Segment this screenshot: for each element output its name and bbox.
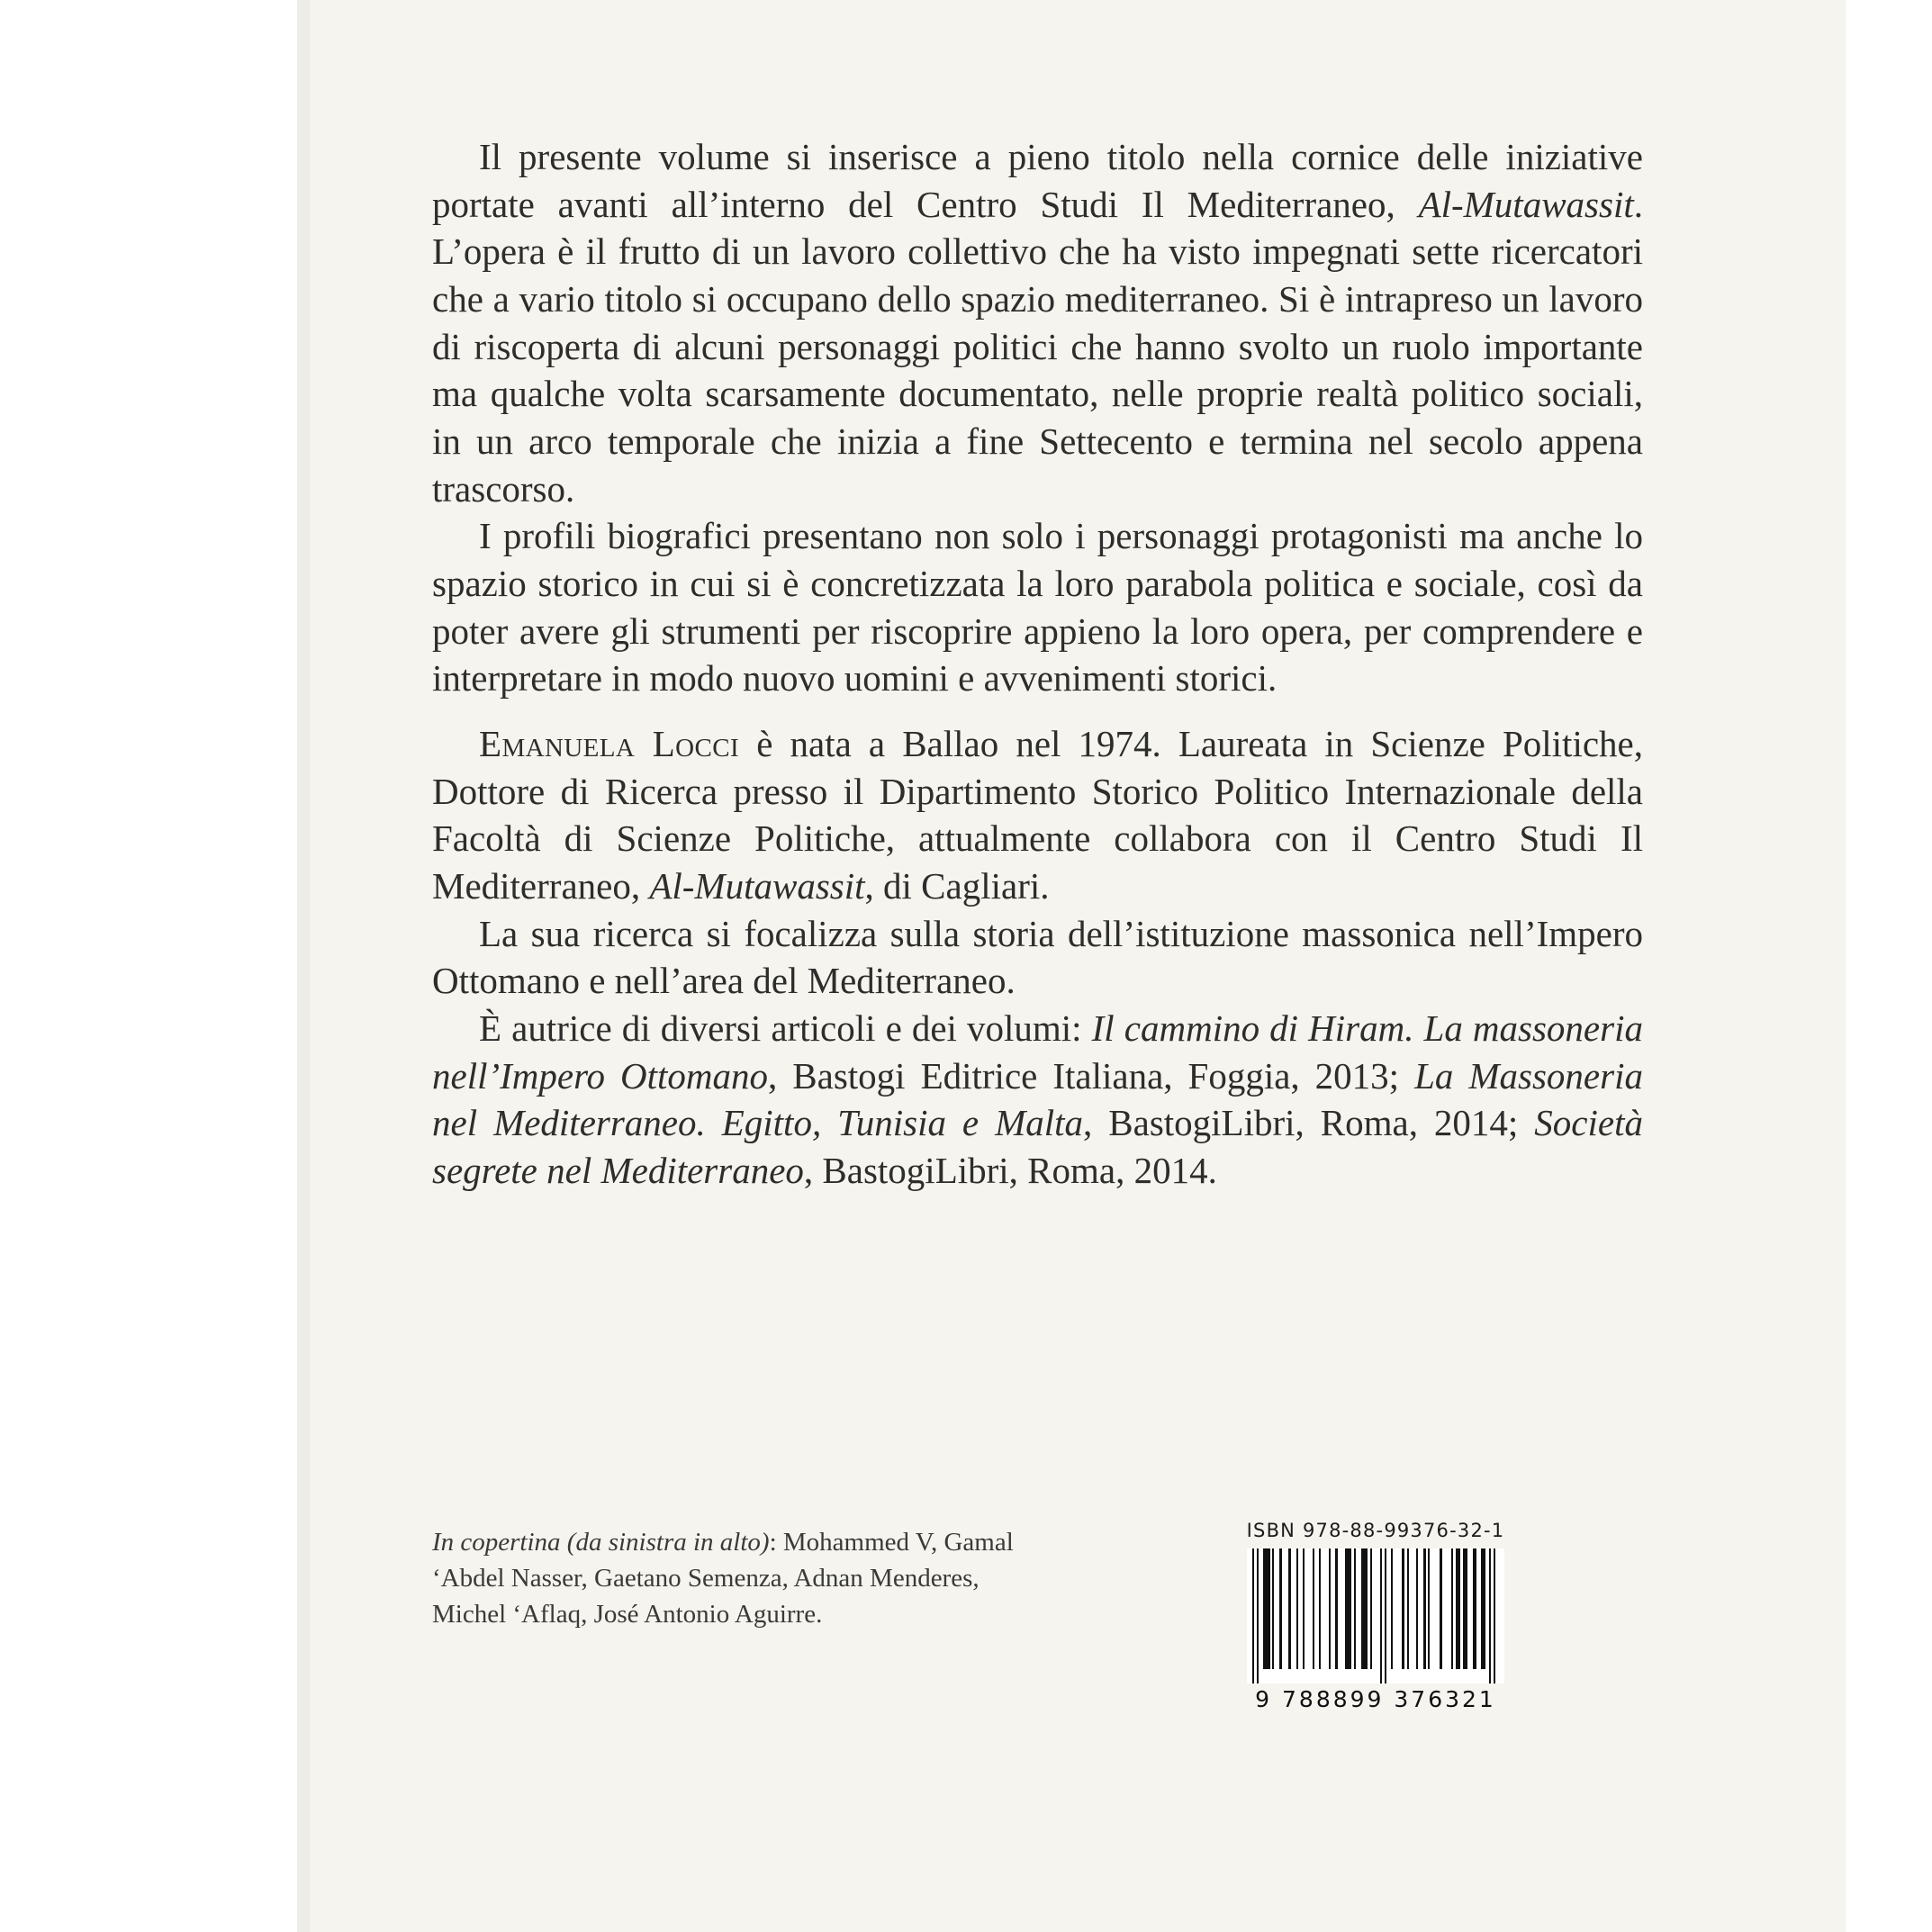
work-publisher-1: , Bastogi Editrice Italiana, Foggia, 2013; [768, 1054, 1415, 1097]
work-title-1: Il cammino di Hiram. La massoneria nell’Impero Ottomano [432, 1007, 1643, 1097]
book-back-cover [297, 0, 1846, 1932]
blurb-p1-part-b: . L’opera è il frutto di un lavoro collettivo che ha visto impegnati sette ricercatori che a vario titolo si occupano dello spazio mediterraneo. Si è intrapreso un lavoro di riscoperta di alcuni personaggi politici che hanno svolto un ruolo importante ma qualche volta scarsamente documentato, nelle proprie realtà politico sociali, in un arco temporale che inizia a fine Settecento e termina nel secolo appena trascorso. [432, 183, 1643, 510]
cover-credit [432, 1524, 1053, 1632]
cover-credit-label: In copertina (da sinistra in alto) [432, 1528, 770, 1557]
bio-paragraph-3 [432, 1005, 1643, 1195]
blurb-p1-part-a: Il presente volume si inserisce a pieno titolo nella cornice delle iniziative portate avanti all’interno del Centro Studi Il Mediterraneo, [432, 136, 1643, 225]
work-title-3: Società segrete nel Mediterraneo [432, 1102, 1643, 1192]
work-publisher-3: , BastogiLibri, Roma, 2014. [803, 1150, 1217, 1192]
bio-p1-italic: Al-Mutawassit [649, 865, 865, 907]
barcode-image [1247, 1548, 1504, 1684]
blurb-paragraph-1 [432, 133, 1643, 512]
barcode-digits: 9 788899 376321 [1255, 1686, 1496, 1712]
author-name: Emanuela Locci [479, 723, 740, 764]
isbn-label: ISBN 978-88-99376-32-1 [1246, 1520, 1505, 1541]
blurb-p1-italic: Al-Mutawassit [1418, 183, 1634, 225]
bio-p3-lead: È autrice di diversi articoli e dei volumi: [479, 1007, 1092, 1050]
bio-paragraph-2: La sua ricerca si focalizza sulla storia dell’istituzione massonica nell’Impero Ottomano e nell’area del Mediterraneo. [432, 912, 1643, 1002]
blurb-paragraph-2: I profili biografici presentano non solo i personaggi protagonisti ma anche lo spazio storico in cui si è concretizzata la loro parabola politica e sociale, così da poter avere gli strumenti per riscoprire appieno la loro opera, per comprendere e interpretare in modo nuovo uomini e avvenimenti storici. [432, 515, 1643, 700]
bio-p1-rest: è nata a Ballao nel 1974. Laureata in Scienze Politiche, Dottore di Ricerca presso il Dipartimento Storico Politico Internazionale della Facoltà di Scienze Politiche, attualmente collabora con il Centro Studi Il Mediterraneo, [432, 723, 1643, 907]
work-publisher-2: , BastogiLibri, Roma, 2014; [1083, 1102, 1535, 1144]
isbn-block [1241, 1520, 1511, 1712]
bio-paragraph-1 [432, 720, 1643, 910]
cover-credit-names: : Mohammed V, Gamal ‘Abdel Nasser, Gaetano Semenza, Adnan Menderes, Michel ‘Aflaq, José Antonio Aguirre. [432, 1528, 1014, 1630]
bio-p1-tail: , di Cagliari. [864, 865, 1050, 907]
work-title-2: La Massoneria nel Mediterraneo. Egitto, Tunisia e Malta [432, 1054, 1643, 1144]
author-bio [432, 720, 1643, 1195]
spine-shadow [297, 0, 310, 1932]
blurb-text [432, 133, 1643, 702]
